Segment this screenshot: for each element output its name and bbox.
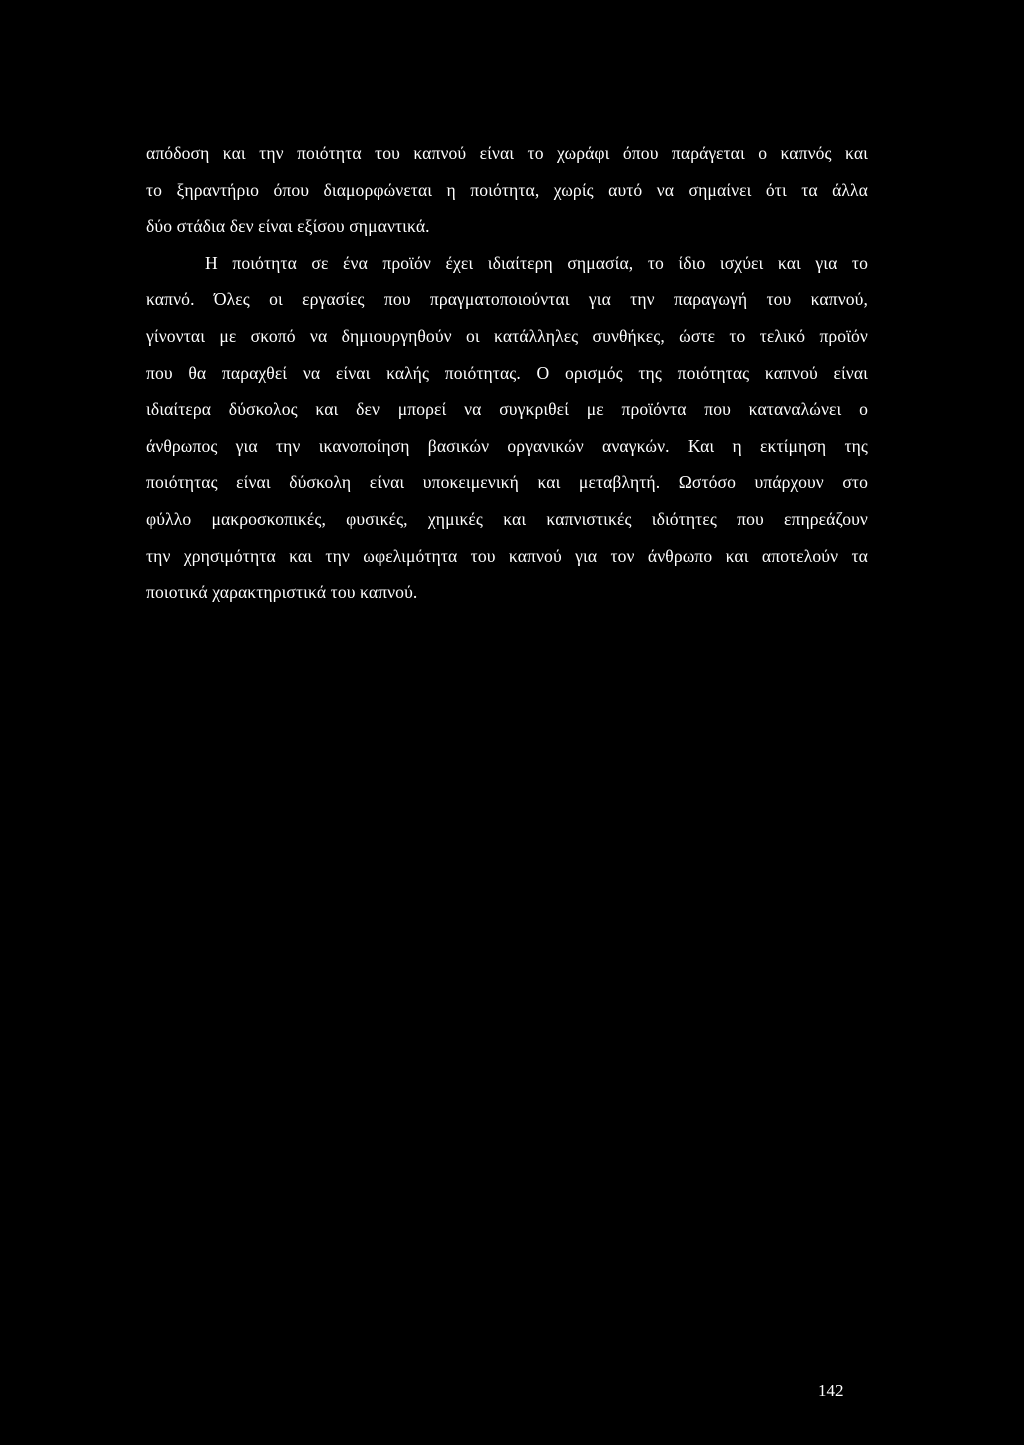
text-line: καπνό. Όλες οι εργασίες που πραγματοποιούνται για την παραγωγή του καπνού, xyxy=(146,289,868,310)
text-line: άνθρωπος για την ικανοποίηση βασικών οργανικών αναγκών. Και η εκτίμηση της xyxy=(146,435,868,456)
text-line: φύλλο μακροσκοπικές, φυσικές, χημικές και καπνιστικές ιδιότητες που επηρεάζουν xyxy=(146,508,868,529)
text-line: Η ποιότητα σε ένα προϊόν έχει ιδιαίτερη σημασία, το ίδιο ισχύει και για το xyxy=(205,252,868,273)
body-text xyxy=(146,135,868,611)
text-line: γίνονται με σκοπό να δημιουργηθούν οι κατάλληλες συνθήκες, ώστε το τελικό προϊόν xyxy=(146,325,868,346)
text-line: που θα παραχθεί να είναι καλής ποιότητας. Ο ορισμός της ποιότητας καπνού είναι xyxy=(146,362,868,383)
text-line: την χρησιμότητα και την ωφελιμότητα του καπνού για τον άνθρωπο και αποτελούν τα xyxy=(146,545,868,566)
text-line: δύο στάδια δεν είναι εξίσου σημαντικά. xyxy=(146,216,430,237)
text-line: ποιότητας είναι δύσκολη είναι υποκειμενική και μεταβλητή. Ωστόσο υπάρχουν στο xyxy=(146,472,868,493)
text-line: ιδιαίτερα δύσκολος και δεν μπορεί να συγκριθεί με προϊόντα που καταναλώνει ο xyxy=(146,399,868,420)
text-line: απόδοση και την ποιότητα του καπνού είναι το χωράφι όπου παράγεται ο καπνός και xyxy=(146,143,868,163)
text-line: το ξηραντήριο όπου διαμορφώνεται η ποιότητα, χωρίς αυτό να σημαίνει ότι τα άλλα xyxy=(146,179,868,200)
text-line: ποιοτικά χαρακτηριστικά του καπνού. xyxy=(146,582,418,603)
page-number: 142 xyxy=(818,1381,844,1400)
